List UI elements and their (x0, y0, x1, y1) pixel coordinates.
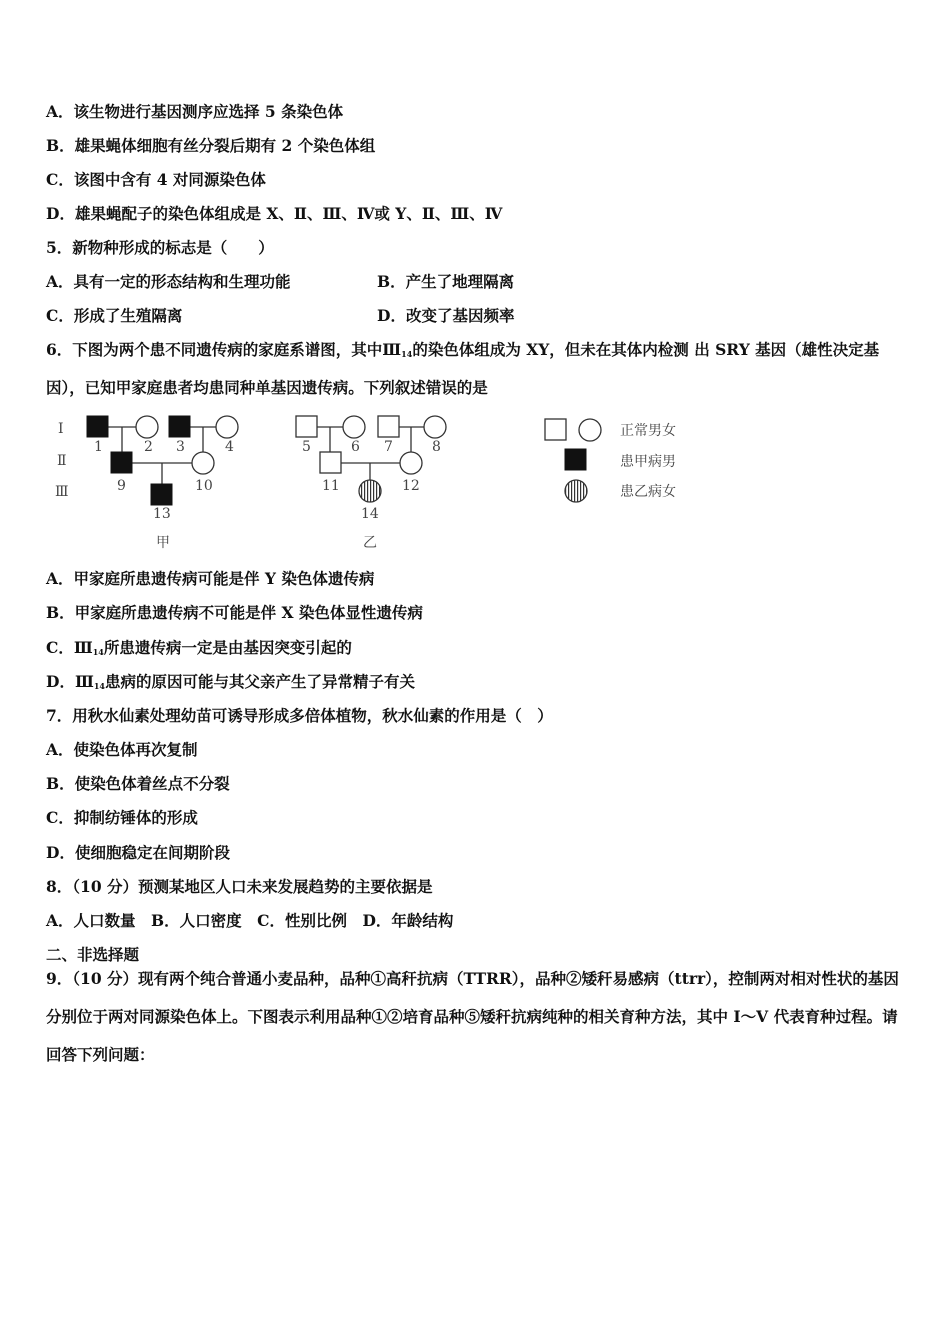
svg-text:3: 3 (176, 439, 185, 455)
normal-female-symbol (136, 416, 158, 438)
svg-text:1: 1 (94, 439, 103, 455)
normal-male-symbol (296, 416, 317, 437)
svg-text:8: 8 (432, 439, 441, 455)
q5-option-a: A．具有一定的形态结构和生理功能 (46, 272, 291, 291)
normal-female-symbol (424, 416, 446, 438)
q8-stem: 8．（10 分）预测某地区人口未来发展趋势的主要依据是 (46, 877, 433, 896)
legend-normal-label: 正常男女 (620, 423, 676, 439)
q5-option-d: D．改变了基因频率 (377, 306, 515, 325)
q7-option-b: B．使染色体着丝点不分裂 (46, 774, 230, 793)
svg-text:5: 5 (302, 439, 311, 455)
affected-male-symbol (111, 452, 132, 473)
affected-male-symbol (151, 484, 172, 505)
family-a-name: 甲 (156, 535, 170, 551)
normal-female-symbol (192, 452, 214, 474)
normal-female-symbol (400, 452, 422, 474)
legend-disease-b-label: 患乙病女 (620, 484, 676, 500)
q8-options: A．人口数量 B．人口密度 C．性别比例 D．年龄结构 (46, 911, 454, 930)
q6-stem: 6．下图为两个患不同遗传病的家庭系谱图，其中$Ⅲ_{14}$的染色体组成为 XY，但未在其体内检测 出 SRY 基因（雄性决定基因），已知甲家庭患者均患同种单基因遗传病。下列叙述错误的是 (46, 340, 880, 397)
q5-option-c: C．形成了生殖隔离 (46, 306, 183, 325)
svg-text:4: 4 (225, 439, 234, 455)
q4-option-a: A．该生物进行基因测序应选择 5 条染色体 (46, 102, 344, 121)
legend-affected-male-symbol (565, 449, 586, 470)
q6-option-d: D．$Ⅲ_{14}$患病的原因可能与其父亲产生了异常精子有关 (46, 672, 415, 691)
generation-label: Ⅲ (55, 484, 69, 500)
q7-option-d: D．使细胞稳定在间期阶段 (46, 843, 230, 862)
svg-text:2: 2 (144, 439, 153, 455)
q4-option-d: D．雄果蝇配子的染色体组成是 X、Ⅱ、Ⅲ、Ⅳ或 Y、Ⅱ、Ⅲ、Ⅳ (46, 204, 503, 223)
q5-stem: 5．新物种形成的标志是（ ） (46, 238, 274, 257)
family-b-name: 乙 (363, 535, 377, 551)
generation-label: Ⅱ (57, 453, 67, 469)
normal-male-symbol (378, 416, 399, 437)
q6-option-c: C．$Ⅲ_{14}$所患遗传病一定是由基因突变引起的 (46, 638, 352, 657)
svg-text:6: 6 (351, 439, 360, 455)
q9-text: 9．（10 分）现有两个纯合普通小麦品种，品种①高秆抗病（TTRR），品种②矮秆易感病（ttrr），控制两对相对性状的基因分别位于两对同源染色体上。下图表示利用品种①②培育品种⑤矮秆抗病纯种的相关育种方法，其中 I～V 代表育种过程。请回答下列问题： (46, 969, 899, 1064)
affected-male-symbol (87, 416, 108, 437)
pedigree-diagram (40, 405, 720, 555)
affected-male-symbol (169, 416, 190, 437)
affected-female-symbol (359, 480, 381, 502)
legend-affected-female-symbol (565, 480, 587, 502)
svg-text:14: 14 (361, 506, 379, 522)
normal-female-symbol (343, 416, 365, 438)
svg-text:13: 13 (153, 506, 171, 522)
section-heading: 二、非选择题 (46, 945, 140, 964)
q6-option-a: A．甲家庭所患遗传病可能是伴 Y 染色体遗传病 (46, 569, 375, 588)
svg-text:10: 10 (195, 478, 213, 494)
q5-option-b: B．产生了地理隔离 (377, 272, 515, 291)
svg-text:12: 12 (402, 478, 420, 494)
q7-option-c: C．抑制纺锤体的形成 (46, 808, 198, 827)
normal-female-symbol (216, 416, 238, 438)
generation-label: Ⅰ (58, 421, 64, 437)
legend-normal-male-symbol (545, 419, 566, 440)
q4-option-b: B．雄果蝇体细胞有丝分裂后期有 2 个染色体组 (46, 136, 376, 155)
svg-text:9: 9 (117, 478, 126, 494)
svg-text:11: 11 (322, 478, 340, 494)
legend-disease-a-label: 患甲病男 (620, 454, 676, 470)
q4-option-c: C．该图中含有 4 对同源染色体 (46, 170, 266, 189)
q7-option-a: A．使染色体再次复制 (46, 740, 198, 759)
normal-male-symbol (320, 452, 341, 473)
q7-stem: 7．用秋水仙素处理幼苗可诱导形成多倍体植物，秋水仙素的作用是（ ） (46, 706, 553, 725)
q6-option-b: B．甲家庭所患遗传病不可能是伴 X 染色体显性遗传病 (46, 603, 423, 622)
legend-normal-female-symbol (579, 419, 601, 441)
svg-text:7: 7 (384, 439, 393, 455)
